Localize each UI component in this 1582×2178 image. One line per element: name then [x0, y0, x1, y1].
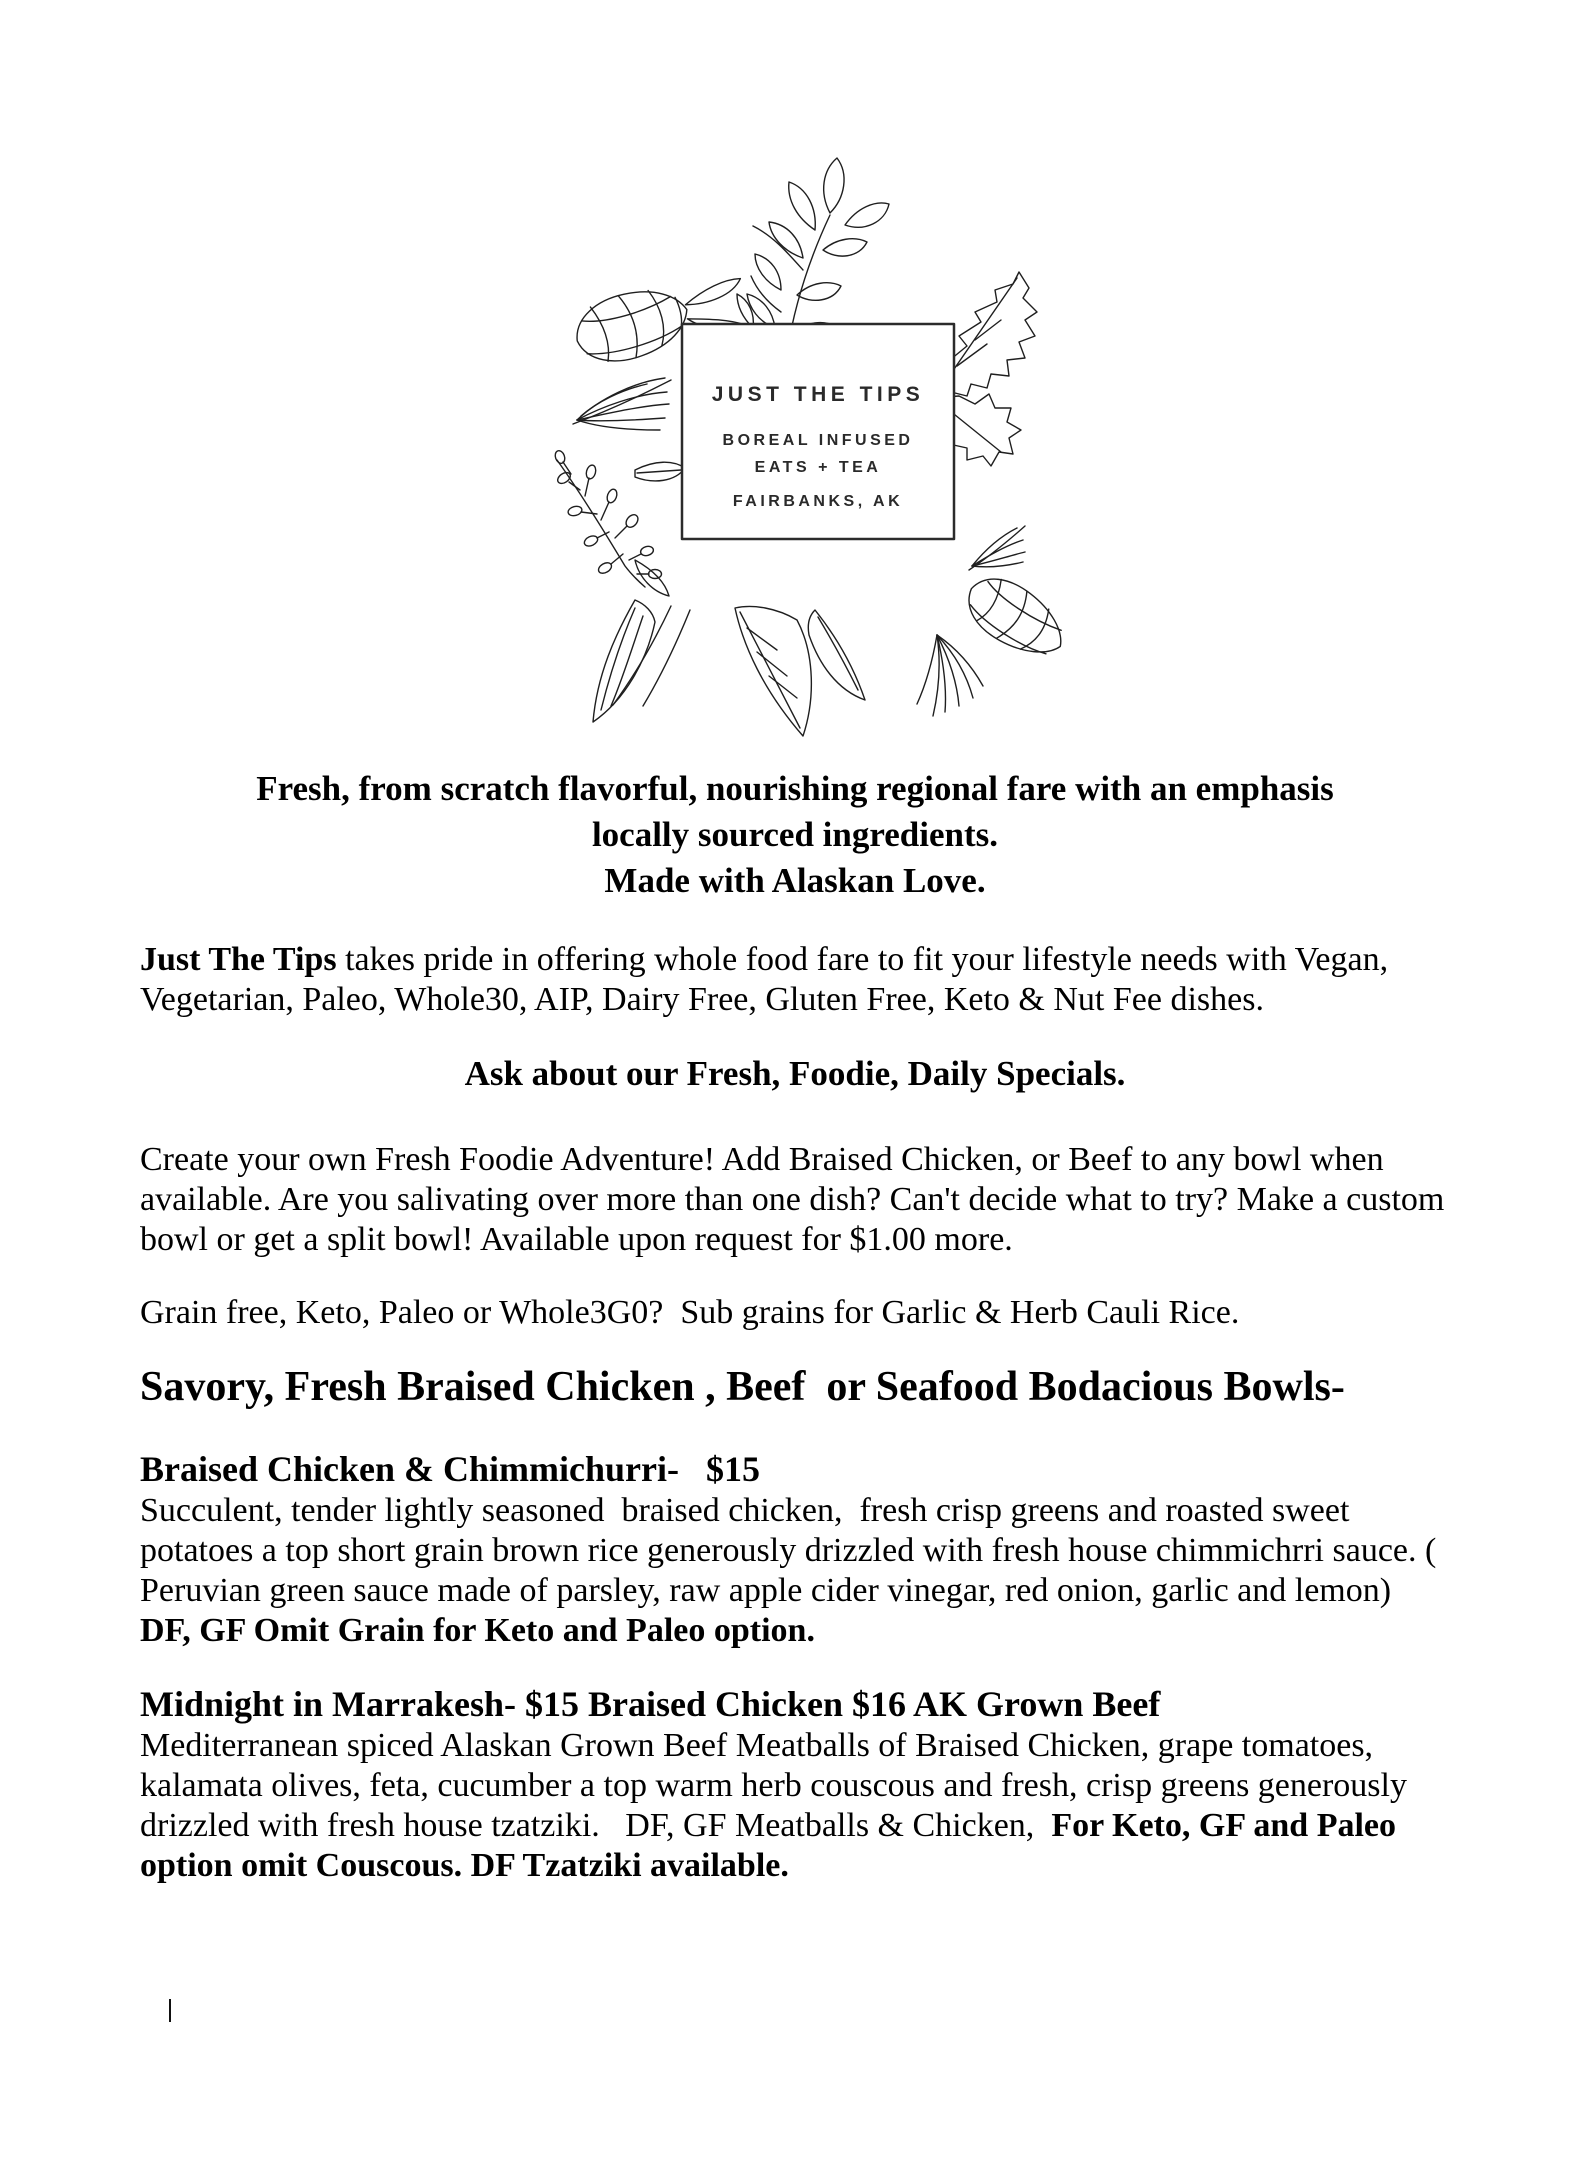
- dish-title-marrakesh: Midnight in Marrakesh- $15 Braised Chicken $16 AK Grown Beef: [140, 1684, 1161, 1724]
- text-line: Fresh, from scratch flavorful, nourishing regional fare with an emphasis: [256, 769, 1334, 808]
- fern-right-art: [969, 526, 1025, 570]
- large-leaves-art: [593, 600, 865, 736]
- berry-sprig-art: [554, 449, 685, 596]
- custom-bowl-paragraph: [140, 1140, 1450, 1260]
- text-line: locally sourced ingredients.: [591, 815, 999, 854]
- text-line: available. Are you salivating over more than one dish? Can't decide what to try? Make a custom: [140, 1181, 1445, 1218]
- daily-specials-note: Ask about our Fresh, Foodie, Daily Specials.: [464, 1054, 1126, 1093]
- grain-substitution-note: [140, 1293, 1450, 1333]
- text-line: Mediterranean spiced Alaskan Grown Beef Meatballs of Braised Chicken, grape tomatoes,: [140, 1727, 1374, 1764]
- text-line: Just The Tips takes pride in offering whole food fare to fit your lifestyle needs with Vegan,: [140, 941, 1389, 978]
- text-cursor: [169, 1999, 171, 2022]
- logo-location: FAIRBANKS, AK: [732, 493, 904, 510]
- menu-page: [0, 130, 1582, 2178]
- text-line: Succulent, tender lightly seasoned braised chicken, fresh crisp greens and roasted sweet: [140, 1492, 1350, 1529]
- text-line: EATS + TEA: [754, 459, 882, 476]
- tagline: [140, 766, 1450, 904]
- text-line: kalamata olives, feta, cucumber a top warm herb couscous and fresh, crisp greens generously: [140, 1767, 1407, 1804]
- text-line: Peruvian green sauce made of parsley, raw apple cider vinegar, red onion, garlic and lemon): [140, 1572, 1392, 1609]
- logo-subtitle: [682, 427, 954, 481]
- logo: [485, 130, 1125, 750]
- text-line: Create your own Fresh Foodie Adventure! Add Braised Chicken, or Beef to any bowl when: [140, 1141, 1384, 1178]
- pine-needles-art: [917, 635, 983, 716]
- logo-title: JUST THE TIPS: [711, 383, 925, 406]
- dish-description-chimmichurri: [140, 1491, 1450, 1651]
- text-line: Grain free, Keto, Paleo or Whole3G0? Sub grains for Garlic & Herb Cauli Rice.: [140, 1294, 1240, 1331]
- text-line: DF, GF Omit Grain for Keto and Paleo option.: [140, 1612, 815, 1649]
- intro-paragraph: [140, 940, 1450, 1020]
- text-line: option omit Couscous. DF Tzatziki available.: [140, 1847, 789, 1884]
- text-line: Made with Alaskan Love.: [604, 861, 986, 900]
- menu-content: [140, 766, 1450, 1886]
- text-line: Vegetarian, Paleo, Whole30, AIP, Dairy Free, Gluten Free, Keto & Nut Fee dishes.: [140, 981, 1264, 1018]
- text-line: BOREAL INFUSED: [722, 432, 914, 449]
- dish-description-marrakesh: [140, 1726, 1450, 1886]
- text-line: potatoes a top short grain brown rice generously drizzled with fresh house chimmichrri sauce. (: [140, 1532, 1437, 1569]
- dish-title-chimmichurri: Braised Chicken & Chimmichurri- $15: [140, 1449, 760, 1489]
- section-heading-bowls: Savory, Fresh Braised Chicken , Beef or Seafood Bodacious Bowls-: [140, 1364, 1345, 1410]
- pinecone-bottom-right-art: [956, 565, 1076, 670]
- fern-left-art: [573, 378, 671, 430]
- text-line: drizzled with fresh house tzatziki. DF, GF Meatballs & Chicken, For Keto, GF and Paleo: [140, 1807, 1396, 1844]
- text-line: bowl or get a split bowl! Available upon request for $1.00 more.: [140, 1221, 1013, 1258]
